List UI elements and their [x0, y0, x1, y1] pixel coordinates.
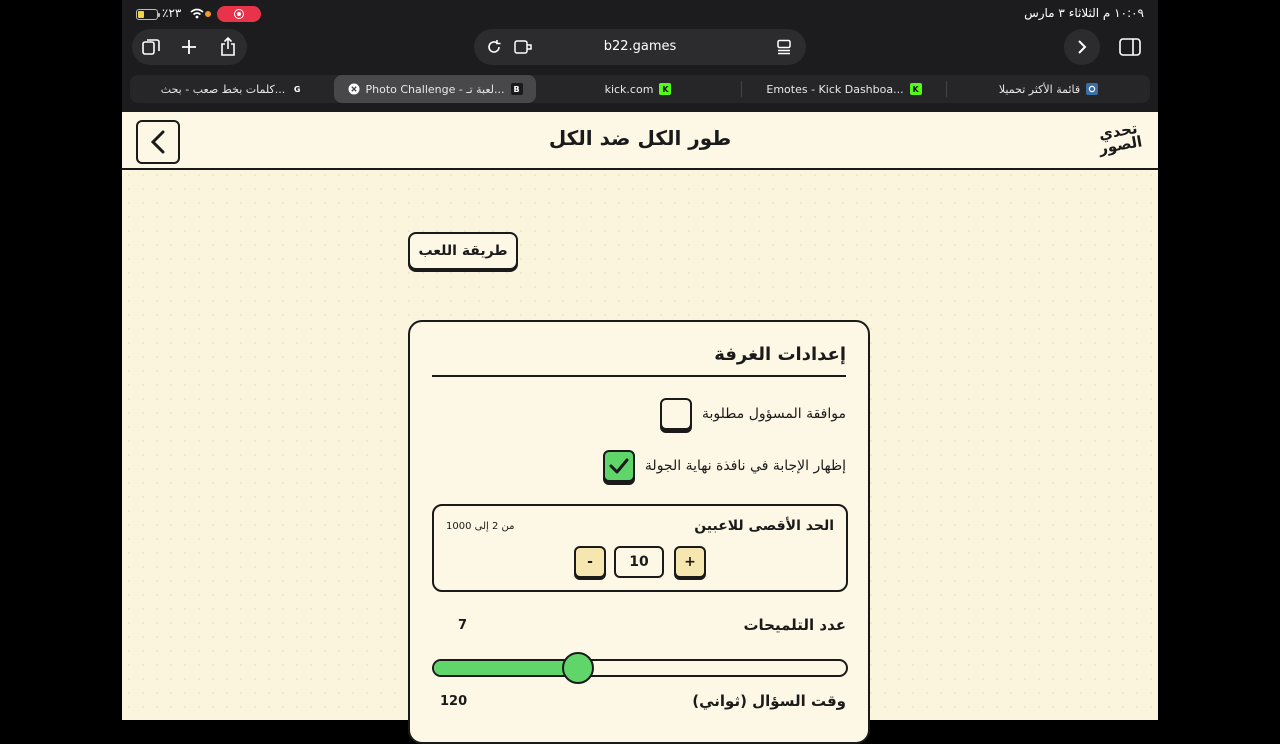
- divider: [432, 375, 846, 377]
- wifi-icon: [190, 8, 204, 19]
- increment-button[interactable]: +: [674, 546, 706, 578]
- sidebar-icon: [1119, 38, 1141, 56]
- hints-count-value: 7: [458, 618, 468, 633]
- tab-label: كلمات بخط صعب - بحث...: [160, 82, 286, 96]
- status-time-date: ١٠:٠٩ م الثلاثاء ٣ مارس: [1024, 6, 1144, 20]
- hints-slider-track[interactable]: [432, 659, 848, 677]
- page-header: [122, 112, 1158, 170]
- tab-most-downloaded[interactable]: [947, 75, 1150, 103]
- room-settings-title: إعدادات الغرفة: [714, 344, 846, 365]
- tab-kick[interactable]: [536, 75, 740, 103]
- max-players-input[interactable]: 10: [614, 546, 664, 578]
- b22-favicon-icon: B: [511, 83, 523, 95]
- battery-icon: [136, 9, 158, 20]
- new-tab-icon[interactable]: [170, 29, 208, 65]
- checkmark-icon: [609, 457, 629, 475]
- kick-favicon-icon: K: [659, 83, 671, 95]
- admin-approval-checkbox[interactable]: [660, 398, 692, 430]
- battery-percent: ٪٢٣: [162, 6, 182, 20]
- room-settings-card: [408, 320, 870, 744]
- tab-search-words[interactable]: [130, 75, 334, 103]
- hints-slider-thumb[interactable]: [562, 652, 594, 684]
- page-title: طور الكل ضد الكل: [548, 126, 732, 150]
- page-menu-icon[interactable]: [776, 39, 792, 55]
- page-content: [122, 112, 1158, 720]
- share-icon[interactable]: [209, 29, 247, 65]
- camera-indicator-icon: [205, 11, 211, 17]
- show-answer-row[interactable]: [603, 449, 846, 483]
- url-text: b22.games: [603, 39, 677, 54]
- screen-recording-indicator[interactable]: [217, 6, 261, 22]
- question-time-value: 120: [440, 694, 468, 709]
- decrement-button[interactable]: -: [574, 546, 606, 578]
- show-answer-label: إظهار الإجابة في نافذة نهاية الجولة: [644, 458, 846, 474]
- tabs-overview-icon[interactable]: [132, 29, 170, 65]
- hints-slider-fill: [434, 661, 578, 675]
- show-answer-checkbox[interactable]: [603, 450, 635, 482]
- forward-button[interactable]: [1064, 29, 1100, 65]
- status-bar: [122, 0, 1158, 28]
- tab-label: kick.com: [604, 82, 654, 96]
- how-to-play-button[interactable]: طريقة اللعب: [408, 232, 518, 270]
- tab-kick-dashboard[interactable]: [742, 75, 946, 103]
- sidebar-toggle-button[interactable]: [1112, 29, 1148, 65]
- max-players-range: من 2 إلى 1000: [446, 521, 515, 532]
- tab-label: Emotes - Kick Dashboa...: [766, 82, 904, 96]
- tab-bar: [130, 75, 1150, 103]
- hints-count-label: عدد التلميحات: [743, 616, 846, 634]
- toolbar-left-group: [132, 29, 247, 65]
- admin-approval-label: موافقة المسؤول مطلوبة: [702, 406, 846, 422]
- tab-label: Photo Challenge - لعبة تـ...: [365, 82, 505, 96]
- chevron-right-icon: [1075, 39, 1089, 55]
- question-time-label: وقت السؤال (ثواني): [692, 692, 846, 710]
- game-logo[interactable]: تحدي الصور: [1097, 118, 1144, 158]
- close-tab-icon[interactable]: [348, 83, 360, 95]
- max-players-box: [432, 504, 848, 592]
- tab-label: قائمة الأكثر تحميلا: [998, 82, 1081, 96]
- tab-photo-challenge[interactable]: [334, 75, 536, 103]
- address-bar[interactable]: [474, 29, 806, 65]
- kick-favicon-icon: K: [910, 83, 922, 95]
- gear-favicon-icon: [1086, 83, 1098, 95]
- google-favicon-icon: G: [293, 84, 301, 94]
- admin-approval-row[interactable]: [660, 397, 846, 431]
- max-players-label: الحد الأقصى للاعبين: [694, 518, 834, 534]
